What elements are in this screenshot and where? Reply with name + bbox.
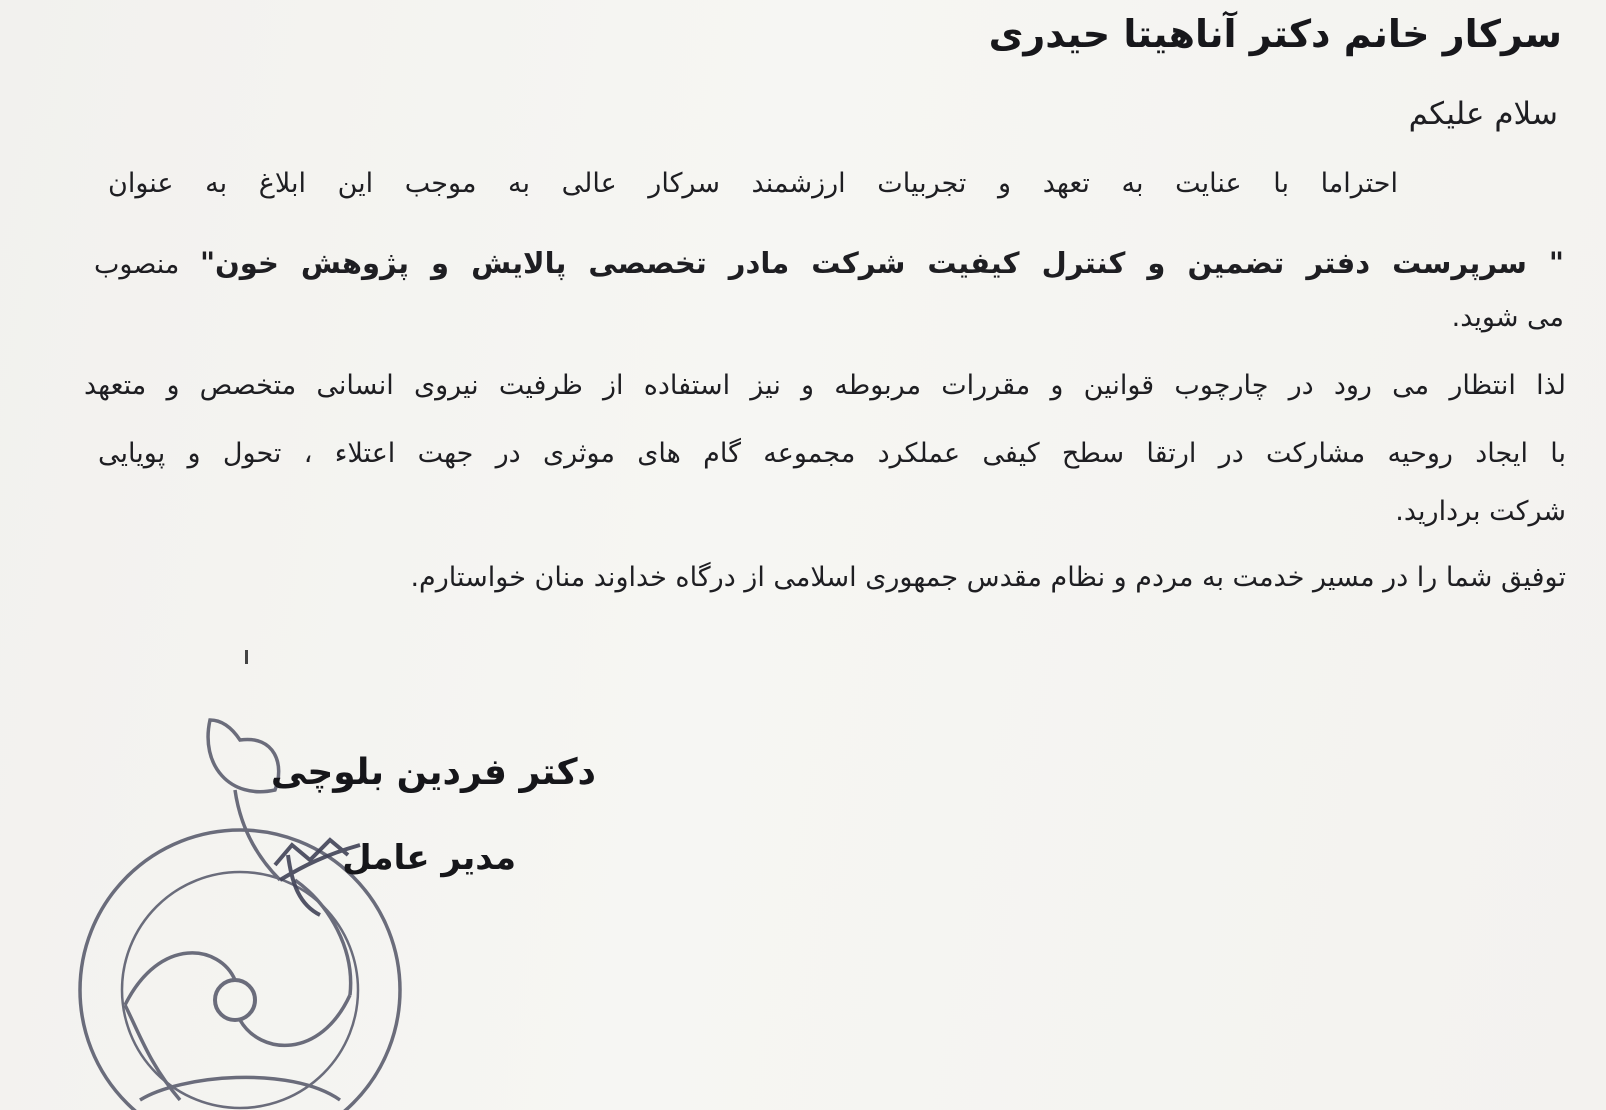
paragraph-1-line-3: می شوید. [1451, 302, 1564, 333]
appointment-verb: منصوب [94, 249, 180, 280]
appointment-position: " سرپرست دفتر تضمین و کنترل کیفیت شرکت مادر تخصصی پالایش و پژوهش خون" [199, 246, 1564, 280]
ink-mark [245, 650, 248, 664]
signer-name: دکتر فردین بلوچی [270, 752, 596, 793]
paragraph-2-line-1: لذا انتظار می رود در چارچوب قوانین و مقررات مربوطه و نیز استفاده از ظرفیت نیروی انسانی متخصص و متعهد [84, 370, 1566, 401]
paragraph-1-line-2 [94, 246, 1564, 280]
paragraph-2-line-2: با ایجاد روحیه مشارکت در ارتقا سطح کیفی عملکرد مجموعه گام های موثری در جهت اعتلاء ، تحول و پویایی [98, 438, 1566, 469]
paragraph-2-line-3: شرکت بردارید. [1395, 496, 1566, 527]
signer-title: مدیر عامل [342, 838, 516, 878]
closing-line: توفیق شما را در مسیر خدمت به مردم و نظام مقدس جمهوری اسلامی از درگاه خداوند منان خواستارم. [410, 562, 1566, 593]
addressee: سرکار خانم دکتر آناهیتا حیدری [988, 12, 1562, 56]
greeting: سلام علیکم [1408, 96, 1558, 132]
paragraph-1-line-1: احتراما با عنایت به تعهد و تجربیات ارزشمند سرکار عالی به موجب این ابلاغ به عنوان [108, 168, 1398, 199]
